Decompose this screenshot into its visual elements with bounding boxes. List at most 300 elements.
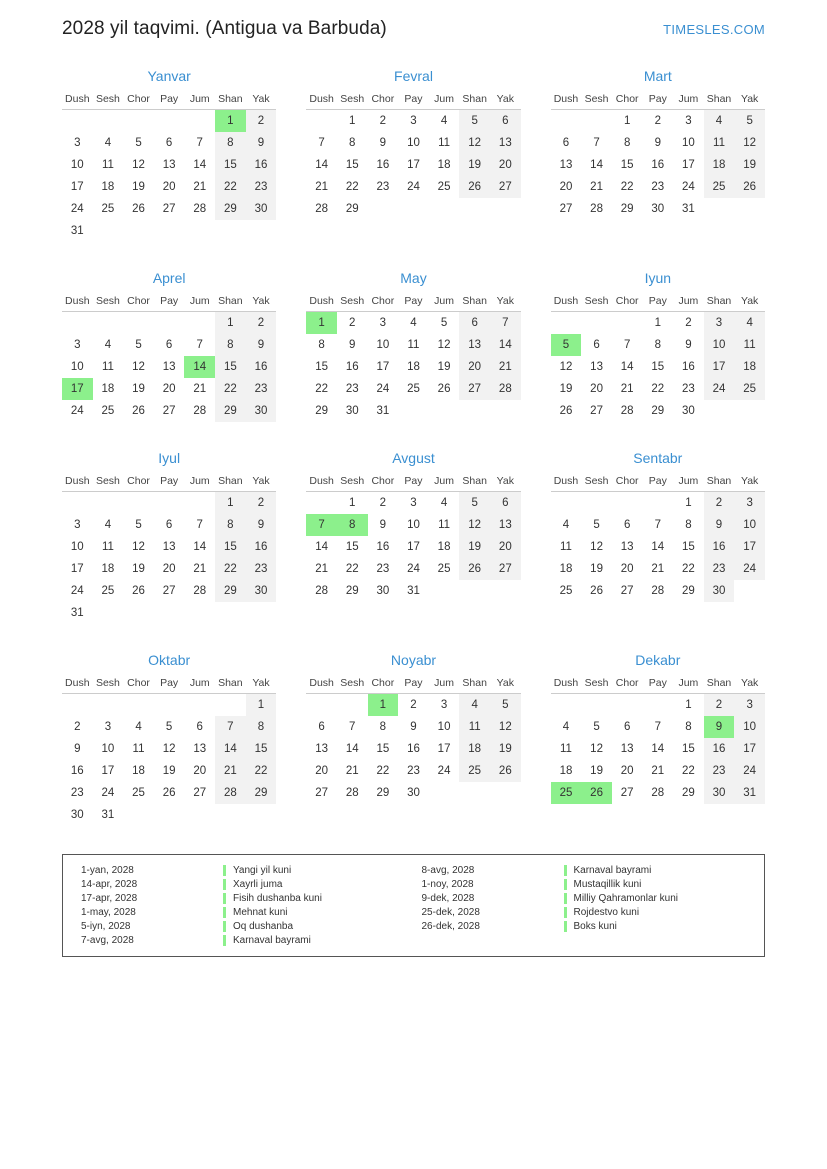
day-cell[interactable]: 24 bbox=[704, 378, 735, 400]
day-cell[interactable]: 8 bbox=[349, 137, 356, 149]
day-cell[interactable]: 13 bbox=[490, 132, 521, 154]
day-cell[interactable]: 15 bbox=[345, 159, 359, 171]
day-cell[interactable]: 6 bbox=[562, 137, 570, 149]
day-cell[interactable]: 13 bbox=[162, 361, 176, 373]
day-cell[interactable]: 4 bbox=[459, 694, 490, 717]
day-cell[interactable]: 29 bbox=[376, 787, 390, 799]
day-cell[interactable]: 21 bbox=[345, 765, 359, 777]
day-cell[interactable]: 23 bbox=[651, 181, 665, 193]
holiday-day-cell[interactable]: 8 bbox=[337, 514, 368, 536]
day-cell[interactable]: 17 bbox=[70, 563, 84, 575]
day-cell[interactable]: 8 bbox=[246, 716, 277, 738]
day-cell[interactable]: 27 bbox=[162, 203, 176, 215]
day-cell[interactable]: 12 bbox=[734, 132, 765, 154]
day-cell[interactable]: 1 bbox=[246, 694, 277, 717]
day-cell[interactable]: 1 bbox=[215, 312, 246, 335]
day-cell[interactable]: 3 bbox=[410, 115, 417, 127]
day-cell[interactable]: 14 bbox=[315, 159, 329, 171]
day-cell[interactable]: 3 bbox=[704, 312, 735, 335]
day-cell[interactable]: 9 bbox=[379, 519, 387, 531]
day-cell[interactable]: 8 bbox=[379, 721, 387, 733]
day-cell[interactable]: 29 bbox=[215, 400, 246, 422]
day-cell[interactable]: 2 bbox=[685, 317, 692, 329]
day-cell[interactable]: 6 bbox=[623, 721, 631, 733]
day-cell[interactable]: 23 bbox=[682, 383, 695, 395]
day-cell[interactable]: 28 bbox=[651, 585, 665, 597]
day-cell[interactable]: 21 bbox=[651, 563, 665, 575]
day-cell[interactable]: 17 bbox=[682, 159, 695, 171]
day-cell[interactable]: 30 bbox=[70, 809, 84, 821]
day-cell[interactable]: 20 bbox=[162, 383, 176, 395]
day-cell[interactable]: 13 bbox=[490, 514, 521, 536]
day-cell[interactable]: 3 bbox=[74, 519, 81, 531]
day-cell[interactable]: 6 bbox=[593, 339, 600, 351]
day-cell[interactable]: 11 bbox=[559, 541, 572, 553]
day-cell[interactable]: 26 bbox=[459, 558, 490, 580]
day-cell[interactable]: 25 bbox=[734, 378, 765, 400]
day-cell[interactable]: 29 bbox=[651, 405, 665, 417]
day-cell[interactable]: 3 bbox=[734, 694, 765, 717]
day-cell[interactable]: 19 bbox=[590, 563, 603, 575]
day-cell[interactable]: 20 bbox=[459, 356, 490, 378]
day-cell[interactable]: 19 bbox=[162, 765, 176, 777]
day-cell[interactable]: 20 bbox=[590, 383, 603, 395]
day-cell[interactable]: 13 bbox=[459, 334, 490, 356]
day-cell[interactable]: 9 bbox=[685, 339, 692, 351]
day-cell[interactable]: 26 bbox=[437, 383, 451, 395]
day-cell[interactable]: 15 bbox=[682, 541, 695, 553]
day-cell[interactable]: 13 bbox=[559, 159, 573, 171]
day-cell[interactable]: 7 bbox=[215, 716, 246, 738]
day-cell[interactable]: 19 bbox=[734, 154, 765, 176]
day-cell[interactable]: 30 bbox=[345, 405, 359, 417]
day-cell[interactable]: 4 bbox=[104, 339, 112, 351]
day-cell[interactable]: 5 bbox=[135, 339, 142, 351]
day-cell[interactable]: 14 bbox=[193, 541, 207, 553]
day-cell[interactable]: 4 bbox=[734, 312, 765, 335]
day-cell[interactable]: 25 bbox=[559, 585, 573, 597]
day-cell[interactable]: 26 bbox=[590, 585, 603, 597]
day-cell[interactable]: 25 bbox=[437, 563, 451, 575]
day-cell[interactable]: 23 bbox=[376, 563, 390, 575]
day-cell[interactable]: 30 bbox=[682, 405, 695, 417]
day-cell[interactable]: 11 bbox=[132, 743, 145, 755]
day-cell[interactable]: 4 bbox=[104, 519, 112, 531]
day-cell[interactable]: 1 bbox=[349, 115, 356, 127]
day-cell[interactable]: 30 bbox=[704, 782, 735, 804]
day-cell[interactable]: 19 bbox=[437, 361, 451, 373]
day-cell[interactable]: 7 bbox=[318, 137, 325, 149]
day-cell[interactable]: 17 bbox=[101, 765, 115, 777]
day-cell[interactable]: 1 bbox=[349, 497, 356, 509]
day-cell[interactable]: 5 bbox=[593, 721, 600, 733]
day-cell[interactable]: 20 bbox=[490, 154, 521, 176]
day-cell[interactable]: 5 bbox=[490, 694, 521, 717]
day-cell[interactable]: 30 bbox=[246, 198, 277, 220]
day-cell[interactable]: 16 bbox=[246, 536, 277, 558]
day-cell[interactable]: 31 bbox=[70, 225, 84, 237]
day-cell[interactable]: 28 bbox=[590, 203, 603, 215]
day-cell[interactable]: 22 bbox=[315, 383, 329, 395]
day-cell[interactable]: 9 bbox=[74, 743, 81, 755]
day-cell[interactable]: 10 bbox=[70, 159, 84, 171]
day-cell[interactable]: 4 bbox=[410, 317, 417, 329]
day-cell[interactable]: 29 bbox=[682, 585, 695, 597]
day-cell[interactable]: 24 bbox=[407, 563, 420, 575]
day-cell[interactable]: 4 bbox=[440, 115, 448, 127]
day-cell[interactable]: 25 bbox=[459, 760, 490, 782]
day-cell[interactable]: 6 bbox=[165, 339, 173, 351]
day-cell[interactable]: 22 bbox=[682, 765, 695, 777]
day-cell[interactable]: 22 bbox=[345, 181, 359, 193]
day-cell[interactable]: 12 bbox=[437, 339, 451, 351]
day-cell[interactable]: 16 bbox=[376, 159, 390, 171]
day-cell[interactable]: 27 bbox=[193, 787, 207, 799]
holiday-day-cell[interactable]: 14 bbox=[184, 356, 215, 378]
day-cell[interactable]: 18 bbox=[437, 159, 451, 171]
day-cell[interactable]: 21 bbox=[490, 356, 521, 378]
day-cell[interactable]: 26 bbox=[490, 760, 521, 782]
day-cell[interactable]: 18 bbox=[459, 738, 490, 760]
day-cell[interactable]: 26 bbox=[459, 176, 490, 198]
day-cell[interactable]: 20 bbox=[620, 563, 634, 575]
day-cell[interactable]: 26 bbox=[132, 405, 145, 417]
day-cell[interactable]: 17 bbox=[437, 743, 451, 755]
day-cell[interactable]: 31 bbox=[101, 809, 115, 821]
day-cell[interactable]: 22 bbox=[246, 760, 277, 782]
day-cell[interactable]: 23 bbox=[376, 181, 390, 193]
day-cell[interactable]: 6 bbox=[623, 519, 631, 531]
day-cell[interactable]: 10 bbox=[70, 541, 84, 553]
day-cell[interactable]: 22 bbox=[215, 558, 246, 580]
day-cell[interactable]: 16 bbox=[651, 159, 665, 171]
day-cell[interactable]: 18 bbox=[101, 563, 115, 575]
day-cell[interactable]: 11 bbox=[438, 519, 451, 531]
day-cell[interactable]: 18 bbox=[407, 361, 420, 373]
day-cell[interactable]: 11 bbox=[101, 159, 114, 171]
day-cell[interactable]: 22 bbox=[376, 765, 390, 777]
day-cell[interactable]: 12 bbox=[559, 361, 573, 373]
day-cell[interactable]: 21 bbox=[651, 765, 665, 777]
day-cell[interactable]: 11 bbox=[407, 339, 420, 351]
day-cell[interactable]: 7 bbox=[196, 519, 203, 531]
day-cell[interactable]: 27 bbox=[490, 176, 521, 198]
day-cell[interactable]: 14 bbox=[620, 361, 634, 373]
day-cell[interactable]: 16 bbox=[704, 738, 735, 760]
day-cell[interactable]: 8 bbox=[654, 339, 661, 351]
day-cell[interactable]: 19 bbox=[559, 383, 573, 395]
day-cell[interactable]: 25 bbox=[132, 787, 145, 799]
day-cell[interactable]: 25 bbox=[101, 203, 115, 215]
day-cell[interactable]: 13 bbox=[590, 361, 603, 373]
day-cell[interactable]: 9 bbox=[246, 334, 277, 356]
day-cell[interactable]: 7 bbox=[349, 721, 356, 733]
day-cell[interactable]: 18 bbox=[101, 181, 115, 193]
day-cell[interactable]: 21 bbox=[620, 383, 634, 395]
day-cell[interactable]: 24 bbox=[407, 181, 420, 193]
day-cell[interactable]: 2 bbox=[704, 492, 735, 515]
day-cell[interactable]: 10 bbox=[704, 334, 735, 356]
day-cell[interactable]: 25 bbox=[101, 585, 115, 597]
day-cell[interactable]: 14 bbox=[651, 743, 665, 755]
day-cell[interactable]: 11 bbox=[704, 132, 735, 154]
day-cell[interactable]: 24 bbox=[734, 760, 765, 782]
day-cell[interactable]: 24 bbox=[734, 558, 765, 580]
day-cell[interactable]: 19 bbox=[132, 181, 145, 193]
day-cell[interactable]: 27 bbox=[162, 405, 176, 417]
day-cell[interactable]: 2 bbox=[410, 699, 417, 711]
day-cell[interactable]: 21 bbox=[193, 383, 207, 395]
day-cell[interactable]: 30 bbox=[376, 585, 390, 597]
day-cell[interactable]: 22 bbox=[215, 176, 246, 198]
day-cell[interactable]: 12 bbox=[132, 361, 145, 373]
day-cell[interactable]: 13 bbox=[620, 743, 634, 755]
day-cell[interactable]: 25 bbox=[407, 383, 420, 395]
day-cell[interactable]: 2 bbox=[349, 317, 356, 329]
day-cell[interactable]: 5 bbox=[440, 317, 448, 329]
day-cell[interactable]: 12 bbox=[590, 541, 603, 553]
day-cell[interactable]: 10 bbox=[376, 339, 390, 351]
day-cell[interactable]: 18 bbox=[437, 541, 451, 553]
day-cell[interactable]: 7 bbox=[593, 137, 600, 149]
day-cell[interactable]: 31 bbox=[682, 203, 695, 215]
day-cell[interactable]: 8 bbox=[685, 519, 692, 531]
day-cell[interactable]: 24 bbox=[70, 405, 84, 417]
day-cell[interactable]: 12 bbox=[162, 743, 176, 755]
day-cell[interactable]: 11 bbox=[438, 137, 451, 149]
day-cell[interactable]: 5 bbox=[734, 110, 765, 133]
day-cell[interactable]: 7 bbox=[196, 137, 203, 149]
day-cell[interactable]: 22 bbox=[345, 563, 359, 575]
day-cell[interactable]: 17 bbox=[407, 541, 420, 553]
day-cell[interactable]: 15 bbox=[682, 743, 695, 755]
day-cell[interactable]: 27 bbox=[490, 558, 521, 580]
day-cell[interactable]: 26 bbox=[132, 585, 145, 597]
day-cell[interactable]: 16 bbox=[407, 743, 420, 755]
day-cell[interactable]: 19 bbox=[132, 383, 145, 395]
day-cell[interactable]: 22 bbox=[682, 563, 695, 575]
day-cell[interactable]: 24 bbox=[101, 787, 115, 799]
day-cell[interactable]: 7 bbox=[623, 339, 631, 351]
site-brand[interactable]: TIMESLES.COM bbox=[663, 22, 765, 37]
day-cell[interactable]: 24 bbox=[376, 383, 390, 395]
day-cell[interactable]: 2 bbox=[704, 694, 735, 717]
day-cell[interactable]: 14 bbox=[590, 159, 603, 171]
day-cell[interactable]: 16 bbox=[246, 356, 277, 378]
day-cell[interactable]: 28 bbox=[490, 378, 521, 400]
day-cell[interactable]: 18 bbox=[132, 765, 145, 777]
day-cell[interactable]: 10 bbox=[437, 721, 451, 733]
holiday-day-cell[interactable]: 26 bbox=[581, 782, 612, 804]
day-cell[interactable]: 16 bbox=[345, 361, 359, 373]
day-cell[interactable]: 27 bbox=[162, 585, 176, 597]
day-cell[interactable]: 23 bbox=[345, 383, 359, 395]
day-cell[interactable]: 4 bbox=[562, 721, 570, 733]
day-cell[interactable]: 14 bbox=[315, 541, 329, 553]
day-cell[interactable]: 14 bbox=[345, 743, 359, 755]
day-cell[interactable]: 21 bbox=[590, 181, 603, 193]
day-cell[interactable]: 24 bbox=[70, 585, 84, 597]
day-cell[interactable]: 14 bbox=[193, 159, 207, 171]
day-cell[interactable]: 9 bbox=[246, 514, 277, 536]
day-cell[interactable]: 27 bbox=[315, 787, 329, 799]
day-cell[interactable]: 3 bbox=[74, 137, 81, 149]
day-cell[interactable]: 3 bbox=[440, 699, 448, 711]
day-cell[interactable]: 7 bbox=[490, 312, 521, 335]
day-cell[interactable]: 12 bbox=[459, 132, 490, 154]
day-cell[interactable]: 7 bbox=[654, 519, 661, 531]
day-cell[interactable]: 15 bbox=[215, 536, 246, 558]
day-cell[interactable]: 16 bbox=[376, 541, 390, 553]
day-cell[interactable]: 19 bbox=[590, 765, 603, 777]
day-cell[interactable]: 22 bbox=[215, 378, 246, 400]
day-cell[interactable]: 11 bbox=[101, 361, 114, 373]
day-cell[interactable]: 11 bbox=[101, 541, 114, 553]
day-cell[interactable]: 25 bbox=[437, 181, 451, 193]
day-cell[interactable]: 4 bbox=[562, 519, 570, 531]
day-cell[interactable]: 20 bbox=[193, 765, 207, 777]
day-cell[interactable]: 5 bbox=[459, 492, 490, 515]
day-cell[interactable]: 28 bbox=[193, 585, 207, 597]
day-cell[interactable]: 26 bbox=[734, 176, 765, 198]
day-cell[interactable]: 29 bbox=[315, 405, 329, 417]
day-cell[interactable]: 4 bbox=[135, 721, 142, 733]
day-cell[interactable]: 31 bbox=[70, 607, 84, 619]
day-cell[interactable]: 17 bbox=[407, 159, 420, 171]
day-cell[interactable]: 15 bbox=[315, 361, 329, 373]
day-cell[interactable]: 26 bbox=[162, 787, 176, 799]
day-cell[interactable]: 18 bbox=[101, 383, 115, 395]
day-cell[interactable]: 25 bbox=[101, 405, 115, 417]
day-cell[interactable]: 6 bbox=[165, 519, 173, 531]
day-cell[interactable]: 4 bbox=[104, 137, 112, 149]
day-cell[interactable]: 5 bbox=[135, 519, 142, 531]
day-cell[interactable]: 11 bbox=[734, 334, 765, 356]
day-cell[interactable]: 22 bbox=[651, 383, 665, 395]
day-cell[interactable]: 1 bbox=[215, 492, 246, 515]
day-cell[interactable]: 24 bbox=[70, 203, 84, 215]
day-cell[interactable]: 2 bbox=[246, 110, 277, 133]
day-cell[interactable]: 27 bbox=[590, 405, 603, 417]
day-cell[interactable]: 1 bbox=[654, 317, 661, 329]
day-cell[interactable]: 2 bbox=[379, 115, 387, 127]
day-cell[interactable]: 29 bbox=[682, 787, 695, 799]
day-cell[interactable]: 11 bbox=[559, 743, 572, 755]
day-cell[interactable]: 26 bbox=[559, 405, 573, 417]
day-cell[interactable]: 9 bbox=[410, 721, 417, 733]
day-cell[interactable]: 13 bbox=[193, 743, 207, 755]
day-cell[interactable]: 16 bbox=[682, 361, 695, 373]
day-cell[interactable]: 29 bbox=[215, 580, 246, 602]
day-cell[interactable]: 17 bbox=[376, 361, 390, 373]
day-cell[interactable]: 27 bbox=[620, 787, 634, 799]
holiday-day-cell[interactable]: 1 bbox=[368, 694, 399, 717]
day-cell[interactable]: 19 bbox=[459, 536, 490, 558]
day-cell[interactable]: 25 bbox=[704, 176, 735, 198]
day-cell[interactable]: 2 bbox=[74, 721, 81, 733]
day-cell[interactable]: 3 bbox=[410, 497, 417, 509]
day-cell[interactable]: 11 bbox=[459, 716, 490, 738]
day-cell[interactable]: 17 bbox=[734, 738, 765, 760]
day-cell[interactable]: 28 bbox=[651, 787, 665, 799]
day-cell[interactable]: 17 bbox=[70, 181, 84, 193]
holiday-day-cell[interactable]: 25 bbox=[551, 782, 582, 804]
day-cell[interactable]: 10 bbox=[734, 716, 765, 738]
day-cell[interactable]: 15 bbox=[376, 743, 390, 755]
day-cell[interactable]: 2 bbox=[654, 115, 661, 127]
day-cell[interactable]: 30 bbox=[246, 400, 277, 422]
day-cell[interactable]: 6 bbox=[490, 110, 521, 133]
day-cell[interactable]: 28 bbox=[193, 405, 207, 417]
day-cell[interactable]: 12 bbox=[132, 541, 145, 553]
day-cell[interactable]: 18 bbox=[559, 765, 573, 777]
day-cell[interactable]: 13 bbox=[162, 541, 176, 553]
day-cell[interactable]: 3 bbox=[74, 339, 81, 351]
day-cell[interactable]: 8 bbox=[215, 514, 246, 536]
day-cell[interactable]: 27 bbox=[459, 378, 490, 400]
day-cell[interactable]: 21 bbox=[315, 563, 329, 575]
day-cell[interactable]: 27 bbox=[620, 585, 634, 597]
day-cell[interactable]: 1 bbox=[623, 115, 631, 127]
day-cell[interactable]: 31 bbox=[407, 585, 420, 597]
day-cell[interactable]: 4 bbox=[704, 110, 735, 133]
day-cell[interactable]: 26 bbox=[132, 203, 145, 215]
day-cell[interactable]: 20 bbox=[315, 765, 329, 777]
day-cell[interactable]: 1 bbox=[685, 497, 692, 509]
day-cell[interactable]: 2 bbox=[246, 312, 277, 335]
day-cell[interactable]: 31 bbox=[734, 782, 765, 804]
day-cell[interactable]: 22 bbox=[620, 181, 634, 193]
day-cell[interactable]: 9 bbox=[704, 514, 735, 536]
day-cell[interactable]: 7 bbox=[654, 721, 661, 733]
day-cell[interactable]: 18 bbox=[559, 563, 573, 575]
day-cell[interactable]: 21 bbox=[215, 760, 246, 782]
day-cell[interactable]: 30 bbox=[407, 787, 420, 799]
day-cell[interactable]: 8 bbox=[215, 334, 246, 356]
day-cell[interactable]: 20 bbox=[559, 181, 573, 193]
day-cell[interactable]: 23 bbox=[246, 378, 277, 400]
day-cell[interactable]: 13 bbox=[315, 743, 329, 755]
day-cell[interactable]: 19 bbox=[459, 154, 490, 176]
day-cell[interactable]: 13 bbox=[620, 541, 634, 553]
day-cell[interactable]: 19 bbox=[490, 738, 521, 760]
day-cell[interactable]: 3 bbox=[104, 721, 112, 733]
day-cell[interactable]: 15 bbox=[345, 541, 359, 553]
day-cell[interactable]: 16 bbox=[704, 536, 735, 558]
day-cell[interactable]: 14 bbox=[651, 541, 665, 553]
day-cell[interactable]: 21 bbox=[193, 563, 207, 575]
day-cell[interactable]: 6 bbox=[196, 721, 203, 733]
day-cell[interactable]: 20 bbox=[162, 563, 176, 575]
day-cell[interactable]: 5 bbox=[165, 721, 173, 733]
day-cell[interactable]: 29 bbox=[246, 782, 277, 804]
day-cell[interactable]: 2 bbox=[379, 497, 387, 509]
day-cell[interactable]: 28 bbox=[315, 585, 329, 597]
day-cell[interactable]: 21 bbox=[315, 181, 329, 193]
day-cell[interactable]: 10 bbox=[407, 137, 420, 149]
day-cell[interactable]: 9 bbox=[654, 137, 661, 149]
day-cell[interactable]: 5 bbox=[593, 519, 600, 531]
day-cell[interactable]: 21 bbox=[193, 181, 207, 193]
day-cell[interactable]: 5 bbox=[135, 137, 142, 149]
day-cell[interactable]: 10 bbox=[682, 137, 695, 149]
day-cell[interactable]: 23 bbox=[704, 558, 735, 580]
day-cell[interactable]: 29 bbox=[345, 203, 359, 215]
holiday-day-cell[interactable]: 7 bbox=[306, 514, 337, 536]
day-cell[interactable]: 15 bbox=[651, 361, 665, 373]
day-cell[interactable]: 20 bbox=[162, 181, 176, 193]
holiday-day-cell[interactable]: 9 bbox=[704, 716, 735, 738]
